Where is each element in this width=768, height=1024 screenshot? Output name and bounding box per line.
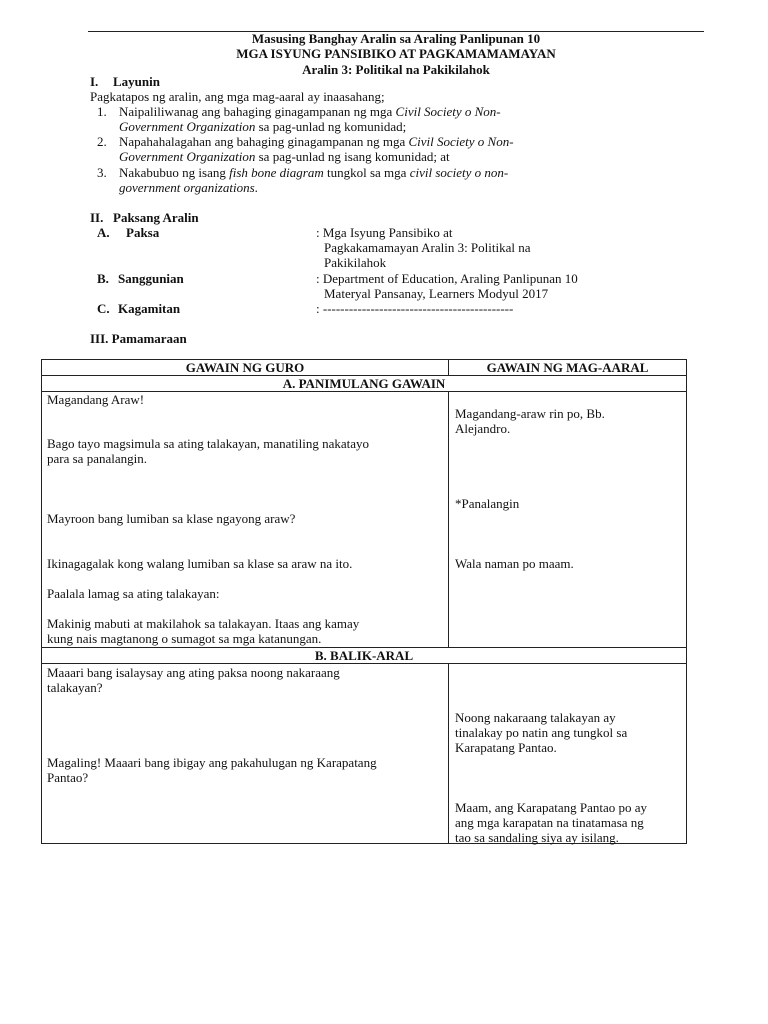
item-letter: A. [97,225,110,240]
item-label: Kagamitan [118,301,181,316]
teacher-cell [42,392,449,648]
item-value: Pakikilahok [324,255,387,270]
item-value: : Department of Education, Araling Panlipunan 10 [316,271,578,286]
teacher-line: Pantao? [47,770,89,785]
table-header-row [42,360,687,376]
teacher-line: talakayan? [47,680,103,695]
section-b-title: B. BALIK-ARAL [42,648,687,664]
section-a-row [42,376,687,392]
item-value: Pagkakamamayan Aralin 3: Politikal na [324,240,531,255]
item-value: Materyal Pansanay, Learners Modyul 2017 [324,286,549,301]
student-line: tao sa sandaling siya ay isilang. [455,830,619,845]
student-line: Karapatang Pantao. [455,740,557,755]
doc-subtitle: MGA ISYUNG PANSIBIKO AT PAGKAMAMAMAYAN [236,46,556,61]
teacher-line: Maaari bang isalaysay ang ating paksa noong nakaraang [47,665,340,680]
teacher-line: para sa panalangin. [47,451,147,466]
student-line: Magandang-araw rin po, Bb. [455,406,605,421]
section-a-content [42,392,687,648]
objective-text: Naipaliliwanag ang bahaging ginagampanan ng mga Civil Society o Non- Government Organization sa pag-unlad ng komunidad; [119,104,501,134]
teacher-line: Paalala lamag sa ating talakayan: [47,586,220,601]
section-b-row [42,648,687,664]
teacher-cell [42,664,449,844]
item-label: Sanggunian [118,271,184,286]
item-letter: C. [97,301,110,316]
col-teacher-header: GAWAIN NG GURO [42,360,449,376]
item-value: : Mga Isyung Pansibiko at [316,225,453,240]
section-2-number: II. [90,210,104,225]
section-3-title: III. Pamamaraan [90,331,187,346]
objective-text: Nakabubuo ng isang fish bone diagram tungkol sa mga civil society o non- government organizations. [119,165,509,195]
item-letter: B. [97,271,109,286]
teacher-line: kung nais magtanong o sumagot sa mga katanungan. [47,631,322,646]
section-a-title: A. PANIMULANG GAWAIN [42,376,687,392]
teacher-line: Magaling! Maaari bang ibigay ang pakahulugan ng Karapatang [47,755,377,770]
student-line: tinalakay po natin ang tungkol sa [455,725,628,740]
student-line: Alejandro. [455,421,511,436]
student-cell [449,664,687,844]
item-label: Paksa [126,225,160,240]
student-line: ang mga karapatan na tinatamasa ng [455,815,644,830]
teacher-line: Mayroon bang lumiban sa klase ngayong araw? [47,511,296,526]
lesson-title: Aralin 3: Politikal na Pakikilahok [302,62,490,77]
student-line: Wala naman po maam. [455,556,574,571]
student-line: *Panalangin [455,496,520,511]
section-1-title: Layunin [113,74,160,89]
teacher-line: Makinig mabuti at makilahok sa talakayan. Itaas ang kamay [47,616,360,631]
student-line: Noong nakaraang talakayan ay [455,710,616,725]
teacher-line: Ikinagagalak kong walang lumiban sa klase sa araw na ito. [47,556,353,571]
section-b-content [42,664,687,844]
objective-text: Napahahalagahan ang bahaging ginagampanan ng mga Civil Society o Non- Government Organization sa pag-unlad ng isang komunidad; at [119,134,514,164]
teacher-line: Bago tayo magsimula sa ating talakayan, manatiling nakatayo [47,436,370,451]
doc-title: Masusing Banghay Aralin sa Araling Panlipunan 10 [251,31,541,46]
lesson-table [41,359,687,844]
section-2-title: Paksang Aralin [113,210,199,225]
teacher-line: Magandang Araw! [47,392,145,407]
section-1-number: I. [90,74,99,89]
objective-number: 2. [97,134,107,149]
item-value: : -------------------------------------------- [316,301,514,316]
objective-number: 1. [97,104,107,119]
col-student-header: GAWAIN NG MAG-AARAL [449,360,687,376]
objective-number: 3. [97,165,107,180]
student-line: Maam, ang Karapatang Pantao po ay [455,800,648,815]
section-1-intro: Pagkatapos ng aralin, ang mga mag-aaral ay inaasahang; [90,89,385,104]
student-cell [449,392,687,648]
